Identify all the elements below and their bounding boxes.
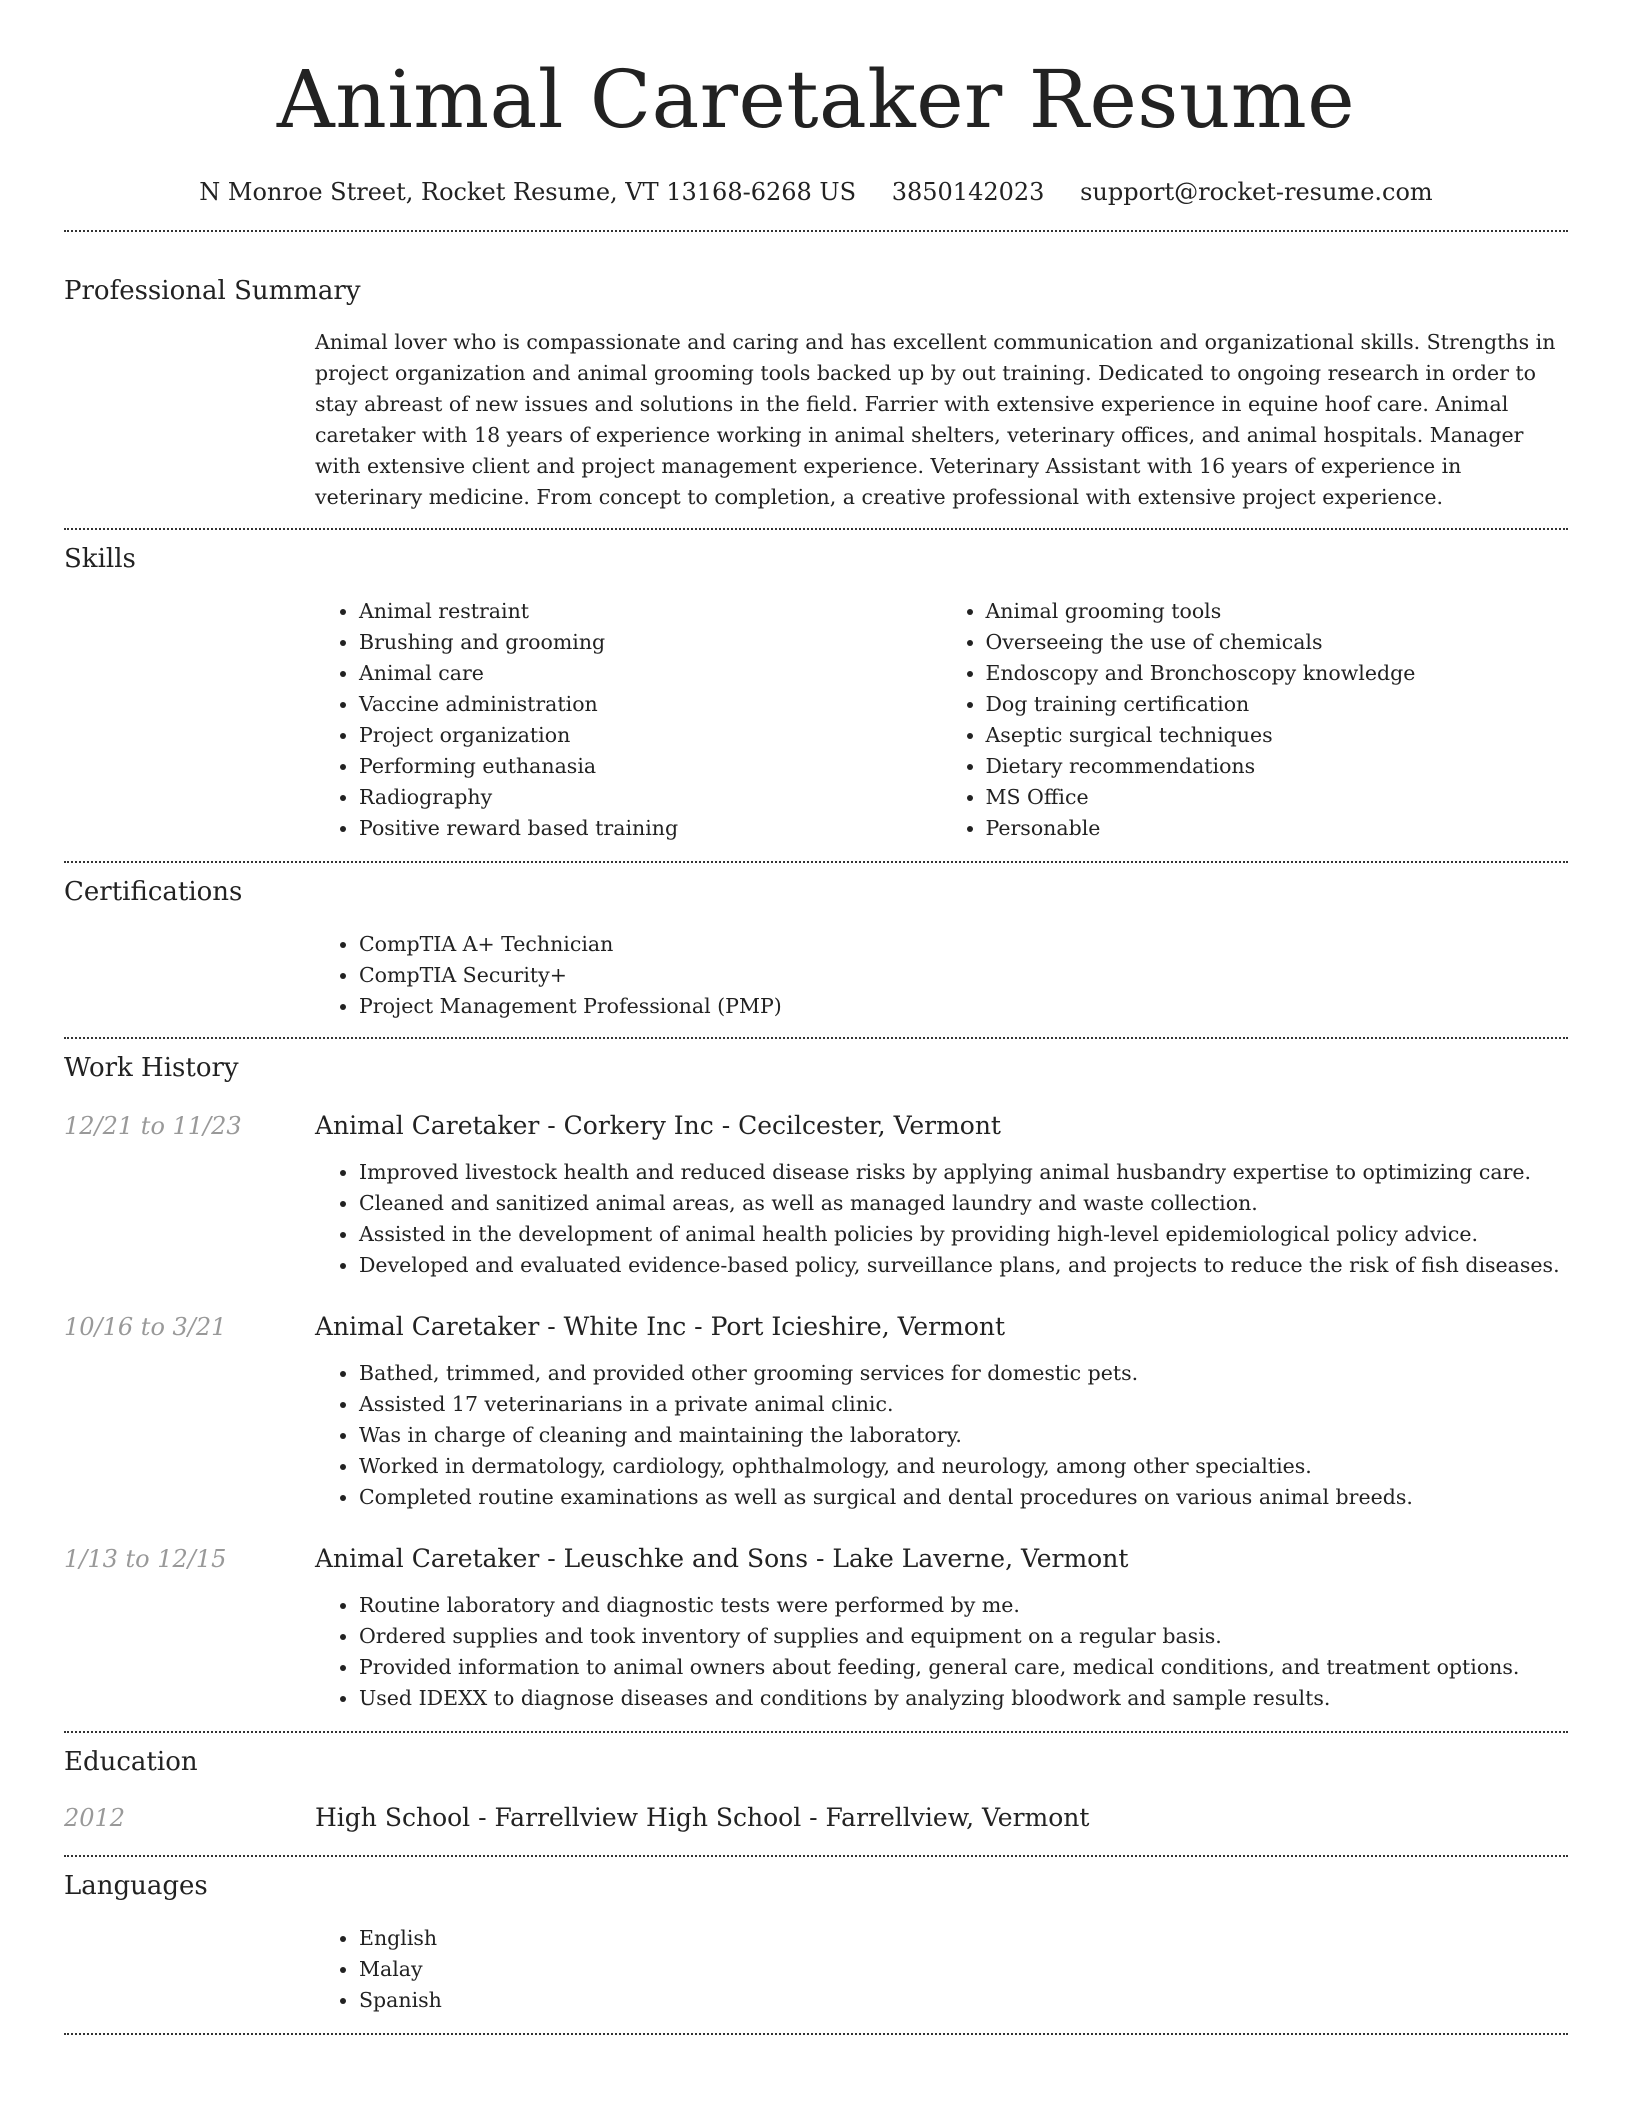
job-date: 1/13 to 12/15 (64, 1545, 227, 1573)
certification-item: • Project Management Professional (PMP) (359, 991, 1568, 1022)
certifications-list (315, 929, 1568, 1022)
job-content (315, 1590, 1568, 1714)
summary-text: Animal lover who is compassionate and caring and has excellent communication and organizational skills. Strengths in project organization and animal grooming tools backed up by out training. Dedicated to ongoing research in order to stay abreast of new issues and solutions in the field. Farrier with extensive experience in equine hoof care. Animal caretaker with 18 years of experience working in animal shelters, veterinary offices, and animal hospitals. Manager with extensive client and project management experience. Veterinary Assistant with 16 years of experience in veterinary medicine. From concept to completion, a creative professional with extensive project experience. (315, 330, 1556, 509)
skill-item: • MS Office (986, 782, 1569, 813)
education-entry (64, 1801, 1568, 1835)
skills-list (315, 596, 1568, 844)
education-heading: Education (64, 1747, 198, 1777)
job-date: 12/21 to 11/23 (64, 1112, 242, 1140)
job-entry (64, 1310, 1568, 1513)
education-date: 2012 (64, 1804, 126, 1832)
language-item: • Malay (359, 1954, 1568, 1985)
job-duty: • Developed and evaluated evidence-based policy, surveillance plans, and projects to reduce the risk of fish diseases. (359, 1250, 1568, 1281)
education-degree: High School - Farrellview High School - Farrellview, Vermont (315, 1803, 1090, 1832)
job-duty: • Assisted in the development of animal health policies by providing high-level epidemiological policy advice. (359, 1219, 1568, 1250)
skill-item: • Project organization (359, 720, 942, 751)
job-content (315, 1358, 1568, 1513)
skill-item: • Endoscopy and Bronchoscopy knowledge (986, 658, 1569, 689)
job-duties (315, 1358, 1568, 1513)
language-item: • English (359, 1923, 1568, 1954)
summary-content (315, 327, 1568, 513)
job-duty: • Assisted 17 veterinarians in a private animal clinic. (359, 1389, 1568, 1420)
section-divider (64, 528, 1568, 530)
section-divider (64, 861, 1568, 863)
skill-item: • Animal restraint (359, 596, 942, 627)
certification-item: • CompTIA Security+ (359, 960, 1568, 991)
skill-item: • Performing euthanasia (359, 751, 942, 782)
certifications-section (64, 875, 1568, 1022)
skill-item: • Brushing and grooming (359, 627, 942, 658)
summary-section (64, 274, 1568, 513)
job-title: Animal Caretaker - White Inc - Port Icieshire, Vermont (315, 1312, 1006, 1341)
work-history-section (64, 1051, 1568, 1714)
languages-list (315, 1923, 1568, 2016)
skills-section (64, 542, 1568, 844)
section-divider (64, 2033, 1568, 2035)
skill-item: • Overseeing the use of chemicals (986, 627, 1569, 658)
job-duty: • Bathed, trimmed, and provided other grooming services for domestic pets. (359, 1358, 1568, 1389)
contact-line (64, 176, 1568, 208)
skills-column-left (315, 596, 942, 844)
languages-section (64, 1869, 1568, 2016)
section-divider (64, 230, 1568, 232)
skill-item: • Animal care (359, 658, 942, 689)
contact-email: support@rocket-resume.com (1080, 178, 1433, 206)
job-duties (315, 1157, 1568, 1281)
job-header (64, 1109, 1568, 1143)
job-duty: • Improved livestock health and reduced disease risks by applying animal husbandry expertise to optimizing care. (359, 1157, 1568, 1188)
job-title: Animal Caretaker - Leuschke and Sons - Lake Laverne, Vermont (315, 1544, 1129, 1573)
job-content (315, 1157, 1568, 1281)
job-date: 10/16 to 3/21 (64, 1313, 227, 1341)
certifications-content (315, 929, 1568, 1022)
skill-item: • Radiography (359, 782, 942, 813)
languages-content (315, 1923, 1568, 2016)
job-duties (315, 1590, 1568, 1714)
language-item: • Spanish (359, 1985, 1568, 2016)
skill-item: • Animal grooming tools (986, 596, 1569, 627)
certification-item: • CompTIA A+ Technician (359, 929, 1568, 960)
job-duty: • Ordered supplies and took inventory of supplies and equipment on a regular basis. (359, 1621, 1568, 1652)
skill-item: • Vaccine administration (359, 689, 942, 720)
job-duty: • Worked in dermatology, cardiology, ophthalmology, and neurology, among other specialties. (359, 1451, 1568, 1482)
languages-heading: Languages (64, 1871, 208, 1901)
section-divider (64, 1731, 1568, 1733)
section-divider (64, 1037, 1568, 1039)
education-section (64, 1745, 1568, 1835)
job-entry (64, 1542, 1568, 1714)
skill-item: • Aseptic surgical techniques (986, 720, 1569, 751)
job-header (64, 1542, 1568, 1576)
job-duty: • Completed routine examinations as well as surgical and dental procedures on various animal breeds. (359, 1482, 1568, 1513)
summary-heading: Professional Summary (64, 276, 361, 306)
certifications-heading: Certifications (64, 877, 243, 907)
contact-phone: 3850142023 (891, 178, 1045, 206)
job-duty: • Was in charge of cleaning and maintaining the laboratory. (359, 1420, 1568, 1451)
skill-item: • Positive reward based training (359, 813, 942, 844)
job-title: Animal Caretaker - Corkery Inc - Cecilcester, Vermont (315, 1111, 1001, 1140)
contact-address: N Monroe Street, Rocket Resume, VT 13168-6268 US (199, 178, 857, 206)
job-duty: • Routine laboratory and diagnostic tests were performed by me. (359, 1590, 1568, 1621)
skills-column-right (942, 596, 1569, 844)
job-duty: • Used IDEXX to diagnose diseases and conditions by analyzing bloodwork and sample results. (359, 1683, 1568, 1714)
work-history-heading: Work History (64, 1053, 239, 1083)
job-duty: • Cleaned and sanitized animal areas, as well as managed laundry and waste collection. (359, 1188, 1568, 1219)
skill-item: • Dietary recommendations (986, 751, 1569, 782)
job-header (64, 1310, 1568, 1344)
section-divider (64, 1855, 1568, 1857)
job-entry (64, 1109, 1568, 1281)
skill-item: • Personable (986, 813, 1569, 844)
skill-item: • Dog training certification (986, 689, 1569, 720)
job-duty: • Provided information to animal owners about feeding, general care, medical conditions, and treatment options. (359, 1652, 1568, 1683)
resume-title: Animal Caretaker Resume (276, 53, 1356, 146)
skills-heading: Skills (64, 544, 136, 574)
